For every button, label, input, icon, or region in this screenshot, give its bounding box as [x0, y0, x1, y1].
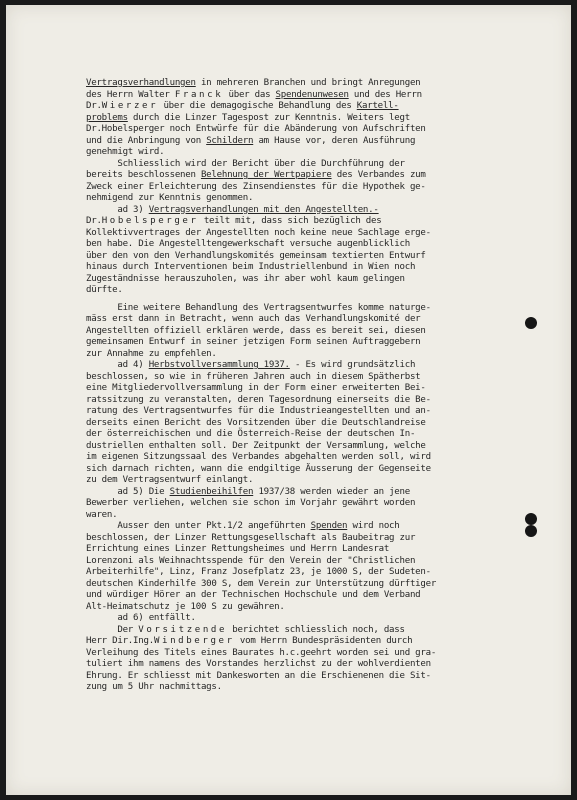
text-line [86, 487, 542, 499]
text-segment: dustriellen enthalten soll. Der Zeitpunkt der Versammlung, welche [86, 440, 426, 451]
underlined-text: Belehnung der Wertpapiere [200, 170, 332, 180]
text-line [86, 659, 542, 671]
spaced-name: Franck [174, 89, 224, 100]
text-segment: Schliesslich wird der Bericht über die Durchführung der [86, 158, 405, 169]
text-segment: zu dem Vertragsentwurf einlangt. [86, 475, 254, 485]
text-segment: und würdiger Hörer an der Technischen Hochschule und dem Verband [86, 590, 421, 600]
text-segment: ad 5) Die [86, 486, 170, 497]
text-segment: - Es wird grundsätzlich [289, 360, 416, 370]
text-segment: durch die Linzer Tagespost zur Kenntnis. Weiters legt [127, 112, 410, 123]
text-segment: Lorenzoni als Weihnachtsspende für den Verein der "Christlichen [86, 555, 416, 566]
text-line [86, 682, 542, 694]
text-segment: Dr.Hobelsperger noch Entwürfe für die Abänderung von Aufschriften [86, 124, 426, 134]
text-line [86, 262, 542, 274]
text-segment: Ehrung. Er schliesst mit Dankesworten an die Erschienenen die Sit- [86, 670, 431, 681]
text-line [86, 182, 542, 194]
text-line [86, 337, 542, 349]
text-line [86, 671, 542, 683]
text-segment: waren. [86, 509, 118, 520]
text-line [86, 544, 542, 556]
document-page [6, 5, 571, 795]
text-segment: beschlossen, so wie in früheren Jahren auch in diesem Spätherbst [86, 371, 421, 382]
text-line [86, 441, 542, 453]
underlined-text: Vertragsverhandlungen [86, 78, 196, 88]
text-line [86, 349, 542, 361]
text-segment: Zweck einer Erleichterung des Zinsendienstes für die Hypothek ge- [86, 181, 426, 192]
text-segment: dürfte. [86, 285, 123, 295]
text-segment: Ausser den unter Pkt.1/2 angeführten [86, 521, 311, 531]
underlined-text: Schildern [206, 135, 254, 146]
text-line [86, 101, 542, 113]
text-line [86, 464, 542, 476]
text-segment: genehmigt wird. [86, 147, 165, 157]
text-segment: Verleihung des Titels eines Baurates h.c.geehrt worden sei und gra- [86, 647, 437, 658]
text-segment: ben habe. Die Angestelltengewerkschaft versuche augenblicklich [86, 239, 410, 249]
underlined-text: Herbstvollversammlung 1937. [148, 360, 290, 370]
text-line [86, 136, 542, 148]
text-segment: und des Herrn [348, 89, 422, 100]
text-segment: Errichtung eines Linzer Rettungsheimes und Herrn Landesrat [86, 544, 390, 554]
text-segment: 1937/38 werden wieder an jene [253, 486, 410, 497]
underlined-text: Spenden [310, 521, 348, 531]
text-segment: über die demagogische Behandlung des [158, 101, 357, 111]
text-segment: Eine weitere Behandlung des Vertragsentwurfes komme naturge- [86, 302, 431, 313]
text-segment: ad 6) entfällt. [86, 613, 196, 623]
text-line [86, 636, 542, 648]
text-segment: wird noch [347, 521, 400, 531]
text-segment: Zugeständnisse herauszuholen, was ihr aber wohl kaum gelingen [86, 273, 405, 284]
text-line [86, 475, 542, 487]
text-segment: über das [223, 89, 276, 100]
text-segment: des Verbandes zum [331, 170, 426, 180]
text-line [86, 360, 542, 372]
text-segment: Alt-Heimatschutz je 100 S zu gewähren. [86, 601, 285, 612]
text-line [86, 533, 542, 545]
text-line [86, 498, 542, 510]
text-segment: eine Mitgliedervollversammlung in der Form einer erweiterten Bei- [86, 383, 426, 393]
text-line [86, 648, 542, 660]
text-line [86, 78, 542, 90]
text-segment: ad 4) [86, 360, 149, 370]
text-segment: deutschen Kinderhilfe 300 S, dem Verein zur Unterstützung dürftiger [86, 578, 437, 589]
text-segment: Arbeiterhilfe", Linz, Franz Josefplatz 23, je 1000 S, der Sudeten- [86, 567, 431, 577]
text-segment: am Hause vor, deren Ausführung [253, 135, 416, 146]
underlined-text: Studienbeihilfen [169, 486, 254, 497]
text-line [86, 251, 542, 263]
text-segment: ratung des Vertragsentwurfes für die Industrieangestellten und an- [86, 406, 431, 416]
text-segment: im eigenen Sitzungssaal des Verbandes abgehalten werden soll, wird [86, 452, 431, 462]
spaced-name: Hobelsperger [101, 216, 199, 226]
text-line [86, 326, 542, 338]
text-line [86, 406, 542, 418]
text-segment: bereits beschlossenen [86, 170, 201, 180]
text-line [86, 113, 542, 125]
text-segment: beschlossen, der Linzer Rettungsgesellschaft als Baubeitrag zur [86, 532, 416, 543]
text-line [86, 452, 542, 464]
text-line [86, 90, 542, 102]
text-segment: mäss erst dann in Betracht, wenn auch das Verhandlungskomité der [86, 314, 421, 324]
text-segment: berichtet schliesslich noch, dass [227, 624, 405, 635]
text-line [86, 625, 542, 637]
text-line [86, 613, 542, 625]
text-line [86, 216, 542, 228]
text-segment: der österreichischen und die Österreich-Reise der deutschen In- [86, 429, 416, 439]
text-segment: Dr. [86, 101, 102, 111]
text-segment: in mehreren Branchen und bringt Anregungen [195, 78, 421, 88]
text-segment: ad 3) [86, 204, 149, 215]
text-line [86, 228, 542, 240]
text-line [86, 590, 542, 602]
text-line [86, 147, 542, 159]
text-segment: zur Annahme zu empfehlen. [86, 348, 217, 359]
text-segment: Der [86, 624, 139, 635]
text-segment: Angestellten offiziell erklären werde, dass es bereit sei, diesen [86, 325, 426, 336]
text-line [86, 418, 542, 430]
text-line [86, 193, 542, 205]
minutes-text [86, 78, 542, 694]
text-line [86, 395, 542, 407]
text-segment: Dr. [86, 216, 102, 226]
spaced-name: Windberger [153, 636, 235, 646]
text-segment: des Herrn Walter [86, 89, 175, 100]
text-segment: sich darnach richten, wann die endgiltige Äusserung der Gegenseite [86, 463, 431, 474]
underlined-text: Kartell- [356, 101, 399, 111]
text-segment: zung um 5 Uhr nachmittags. [86, 682, 222, 692]
text-line [86, 274, 542, 286]
text-line [86, 170, 542, 182]
text-line [86, 303, 542, 315]
text-line [86, 567, 542, 579]
text-segment: hinaus durch Interventionen beim Industriellenbund in Wien noch [86, 262, 416, 272]
text-line [86, 383, 542, 395]
text-segment: derseits einen Bericht des Vorsitzenden über die Deutschlandreise [86, 417, 426, 428]
text-line [86, 124, 542, 136]
spaced-name: Wierzer [101, 101, 159, 111]
text-segment: Kollektivvertrages der Angestellten noch keine neue Sachlage erge- [86, 227, 431, 238]
text-line [86, 510, 542, 522]
text-segment: Herr Dir.Ing. [86, 636, 154, 646]
underlined-text: Vertragsverhandlungen mit den Angestellten.- [148, 204, 379, 215]
text-segment: teilt mit, dass sich bezüglich des [198, 216, 382, 226]
underlined-text: problems [86, 112, 128, 123]
spaced-name: Vorsitzende [138, 624, 228, 635]
text-line [86, 521, 542, 533]
underlined-text: Spendenunwesen [275, 89, 349, 100]
text-line [86, 314, 542, 326]
text-line [86, 372, 542, 384]
text-line [86, 239, 542, 251]
text-line [86, 556, 542, 568]
text-line [86, 602, 542, 614]
text-line [86, 429, 542, 441]
text-segment: Bewerber verliehen, welchen sie schon im Vorjahr gewährt worden [86, 498, 416, 508]
text-line [86, 205, 542, 217]
text-segment: tuliert ihm namens des Vorstandes herzlichst zu der wohlverdienten [86, 659, 431, 669]
text-line [86, 285, 542, 297]
text-segment: und die Anbringung von [86, 135, 207, 146]
text-segment: gemeinsamen Entwurf in seiner jetzigen Form seinen Auftraggebern [86, 337, 421, 347]
text-segment: über den von den Verhandlungskomités gemeinsam textierten Entwurf [86, 250, 426, 261]
text-segment: nehmigend zur Kenntnis genommen. [86, 193, 254, 203]
text-segment: ratssitzung zu veranstalten, deren Tagesordnung einerseits die Be- [86, 394, 431, 405]
text-line [86, 159, 542, 171]
text-line [86, 579, 542, 591]
text-segment: vom Herrn Bundespräsidenten durch [234, 636, 413, 646]
